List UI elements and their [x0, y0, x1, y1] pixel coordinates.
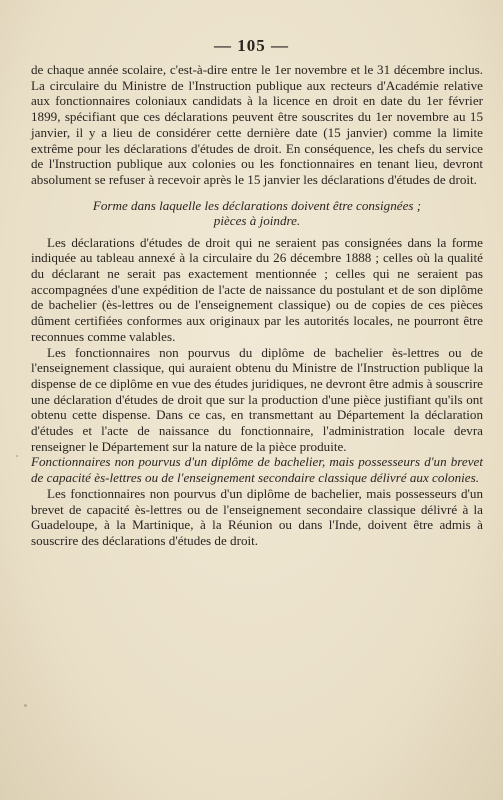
paragraph-continuation: de chaque année scolaire, c'est-à-dire entre le 1er novembre et le 31 décembre inclus. La circulaire du Ministre de l'Instruction publique aux recteurs d'Académie relative aux fonctionnaires coloniaux candidats à la licence en droit en date du 1er février 1899, spécifiant que ces déclarations peuvent être souscrites du 1er novembre au 15 janvier, il y a lieu de considérer cette dernière date (15 janvier) comme la limite extrême pour les déclarations d'études de droit. En conséquence, les chefs du service de l'Instruction publique aux colonies ou les fonctionnaires en tenant lieu, devront absolument se refuser à recevoir après le 15 janvier les déclarations d'études de droit. [31, 62, 483, 187]
paragraph-brevet: Les fonctionnaires non pourvus d'un diplôme de bachelier, mais possesseurs d'un brevet de capacité ès-lettres ou de l'enseignement secondaire classique délivré à la Guadeloupe, à la Martinique, à la Réunion ou dans l'Inde, doivent être admis à souscrire des déclarations d'études de droit. [31, 485, 483, 548]
italic-subheading: Fonctionnaires non pourvus d'un diplôme de bachelier, mais possesseurs d'un brevet de capacité ès-lettres ou de l'enseignement secondaire classique délivré aux colonies. [31, 454, 483, 486]
paper-spot [16, 455, 18, 457]
paragraph-dispense: Les fonctionnaires non pourvus du diplôme de bachelier ès-lettres ou de l'enseignement classique, qui auraient obtenu du Ministre de l'Instruction publique la dispense de ce diplôme en vue des études juridiques, ne devront être admis à souscrire une déclaration d'études de droit que sur la production d'une pièce justifiant qu'ils ont obtenu cette dispense. Dans ce cas, en transmettant au Département la déclaration d'études et l'acte de naissance du fonctionnaire, l'administration locale devra renseigner le Département sur la nature de la pièce produite. [31, 344, 483, 454]
paper-spot [24, 704, 27, 707]
page-number: — 105 — [214, 36, 289, 55]
section-heading-line: pièces à joindre. [213, 213, 301, 229]
paragraph-declarations: Les déclarations d'études de droit qui ne seraient pas consignées dans la forme indiquée au tableau annexé à la circulaire du 26 décembre 1888 ; celles où la qualité du déclarant ne serait pas exactement mentionnée ; celles qui ne seraient pas accompagnées d'une expédition de l'acte de naissance du postulant et de son diplôme de bachelier (ès-lettres ou de l'enseignement classique) ou de copies de ces pièces dûment certifiées conformes aux originaux par les autorités locales, ne pourront être reconnues comme valables. [31, 234, 483, 344]
section-heading-line: Forme dans laquelle les déclarations doivent être consignées ; [92, 197, 422, 213]
page-body [31, 62, 483, 549]
section-heading [31, 198, 483, 229]
